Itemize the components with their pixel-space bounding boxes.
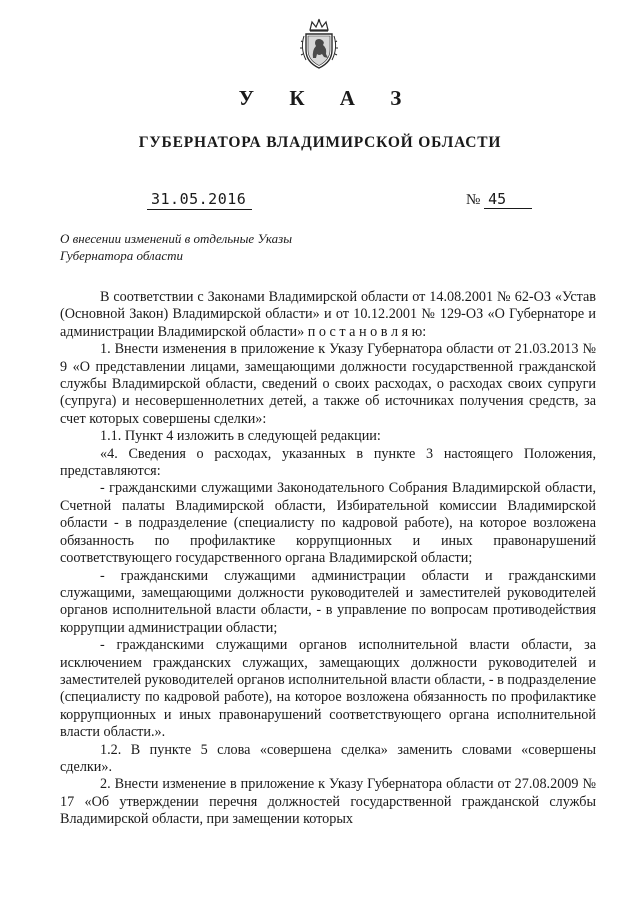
subject-line-1: О внесении изменений в отдельные Указы <box>60 231 293 246</box>
number-prefix: № <box>466 192 481 208</box>
number-value: 45 <box>484 190 532 209</box>
document-date: 31.05.2016 <box>151 190 247 208</box>
paragraph-item-1-2: 1.2. В пункте 5 слова «совершена сделка» заменить словами «совершены сделки». <box>60 741 596 775</box>
paragraph-bullet-3: - гражданскими служащими органов исполнительной власти области, за исключением гражданских служащих, замещающих должности руководителей и заместителей руководителей органов исполнительной власти области, - в подразделение (специалисту по кадровой работе), на которое возложена обязанность по профилактике коррупционных и иных правонарушений соответствующего органа исполнительной власти области.». <box>60 637 596 741</box>
paragraph-bullet-2: - гражданскими служащими администрации области и гражданскими служащими, замещающими должности руководителей и заместителей руководителей органов исполнительной власти области, - в управление по вопросам противодействия коррупции администрации области; <box>60 567 596 636</box>
paragraph-bullet-1: - гражданскими служащими Законодательного Собрания Владимирской области, Счетной палаты Владимирской области, Избирательной комиссии Владимирской области - в подразделение (специалисту по кадровой работе), на которое возложена обязанность по профилактике коррупционных и иных правонарушений соответствующего государственного органа Владимирской области; <box>60 480 596 567</box>
subject-line-2: Губернатора области <box>60 248 184 263</box>
paragraph-item-1-1: 1.1. Пункт 4 изложить в следующей редакции: <box>100 428 381 445</box>
document-body <box>60 289 596 829</box>
coat-of-arms-icon <box>298 18 340 70</box>
paragraph-point-4: «4. Сведения о расходах, указанных в пункте 3 настоящего Положения, представляются: <box>60 445 596 480</box>
paragraph-preamble: В соответствии с Законами Владимирской области от 14.08.2001 № 62-ОЗ «Устав (Основной Закон) Владимирской области» и от 10.12.2001 № 129-ОЗ «О Губернаторе и администрации Владимирской области» п о с т а н о в л я ю: <box>60 289 596 340</box>
paragraph-item-1: 1. Внести изменения в приложение к Указу Губернатора области от 21.03.2013 № 9 «О представлении лицами, замещающими должности государственной гражданской службы Владимирской области, сведений о своих расходах, о расходах своих супруги (супруга) и несовершеннолетних детей, а также об источниках получения средств, за счет которых совершены сделки»: <box>60 341 596 427</box>
document-type-title: У К А З <box>238 86 417 110</box>
document-subject <box>60 230 292 264</box>
document-number <box>466 190 532 209</box>
issuer-subtitle: ГУБЕРНАТОРА ВЛАДИМИРСКОЙ ОБЛАСТИ <box>138 134 502 151</box>
paragraph-item-2: 2. Внести изменение в приложение к Указу Губернатора области от 27.08.2009 № 17 «Об утверждении перечня должностей государственной гражданской службы Владимирской области, при замещении которых <box>60 776 596 828</box>
